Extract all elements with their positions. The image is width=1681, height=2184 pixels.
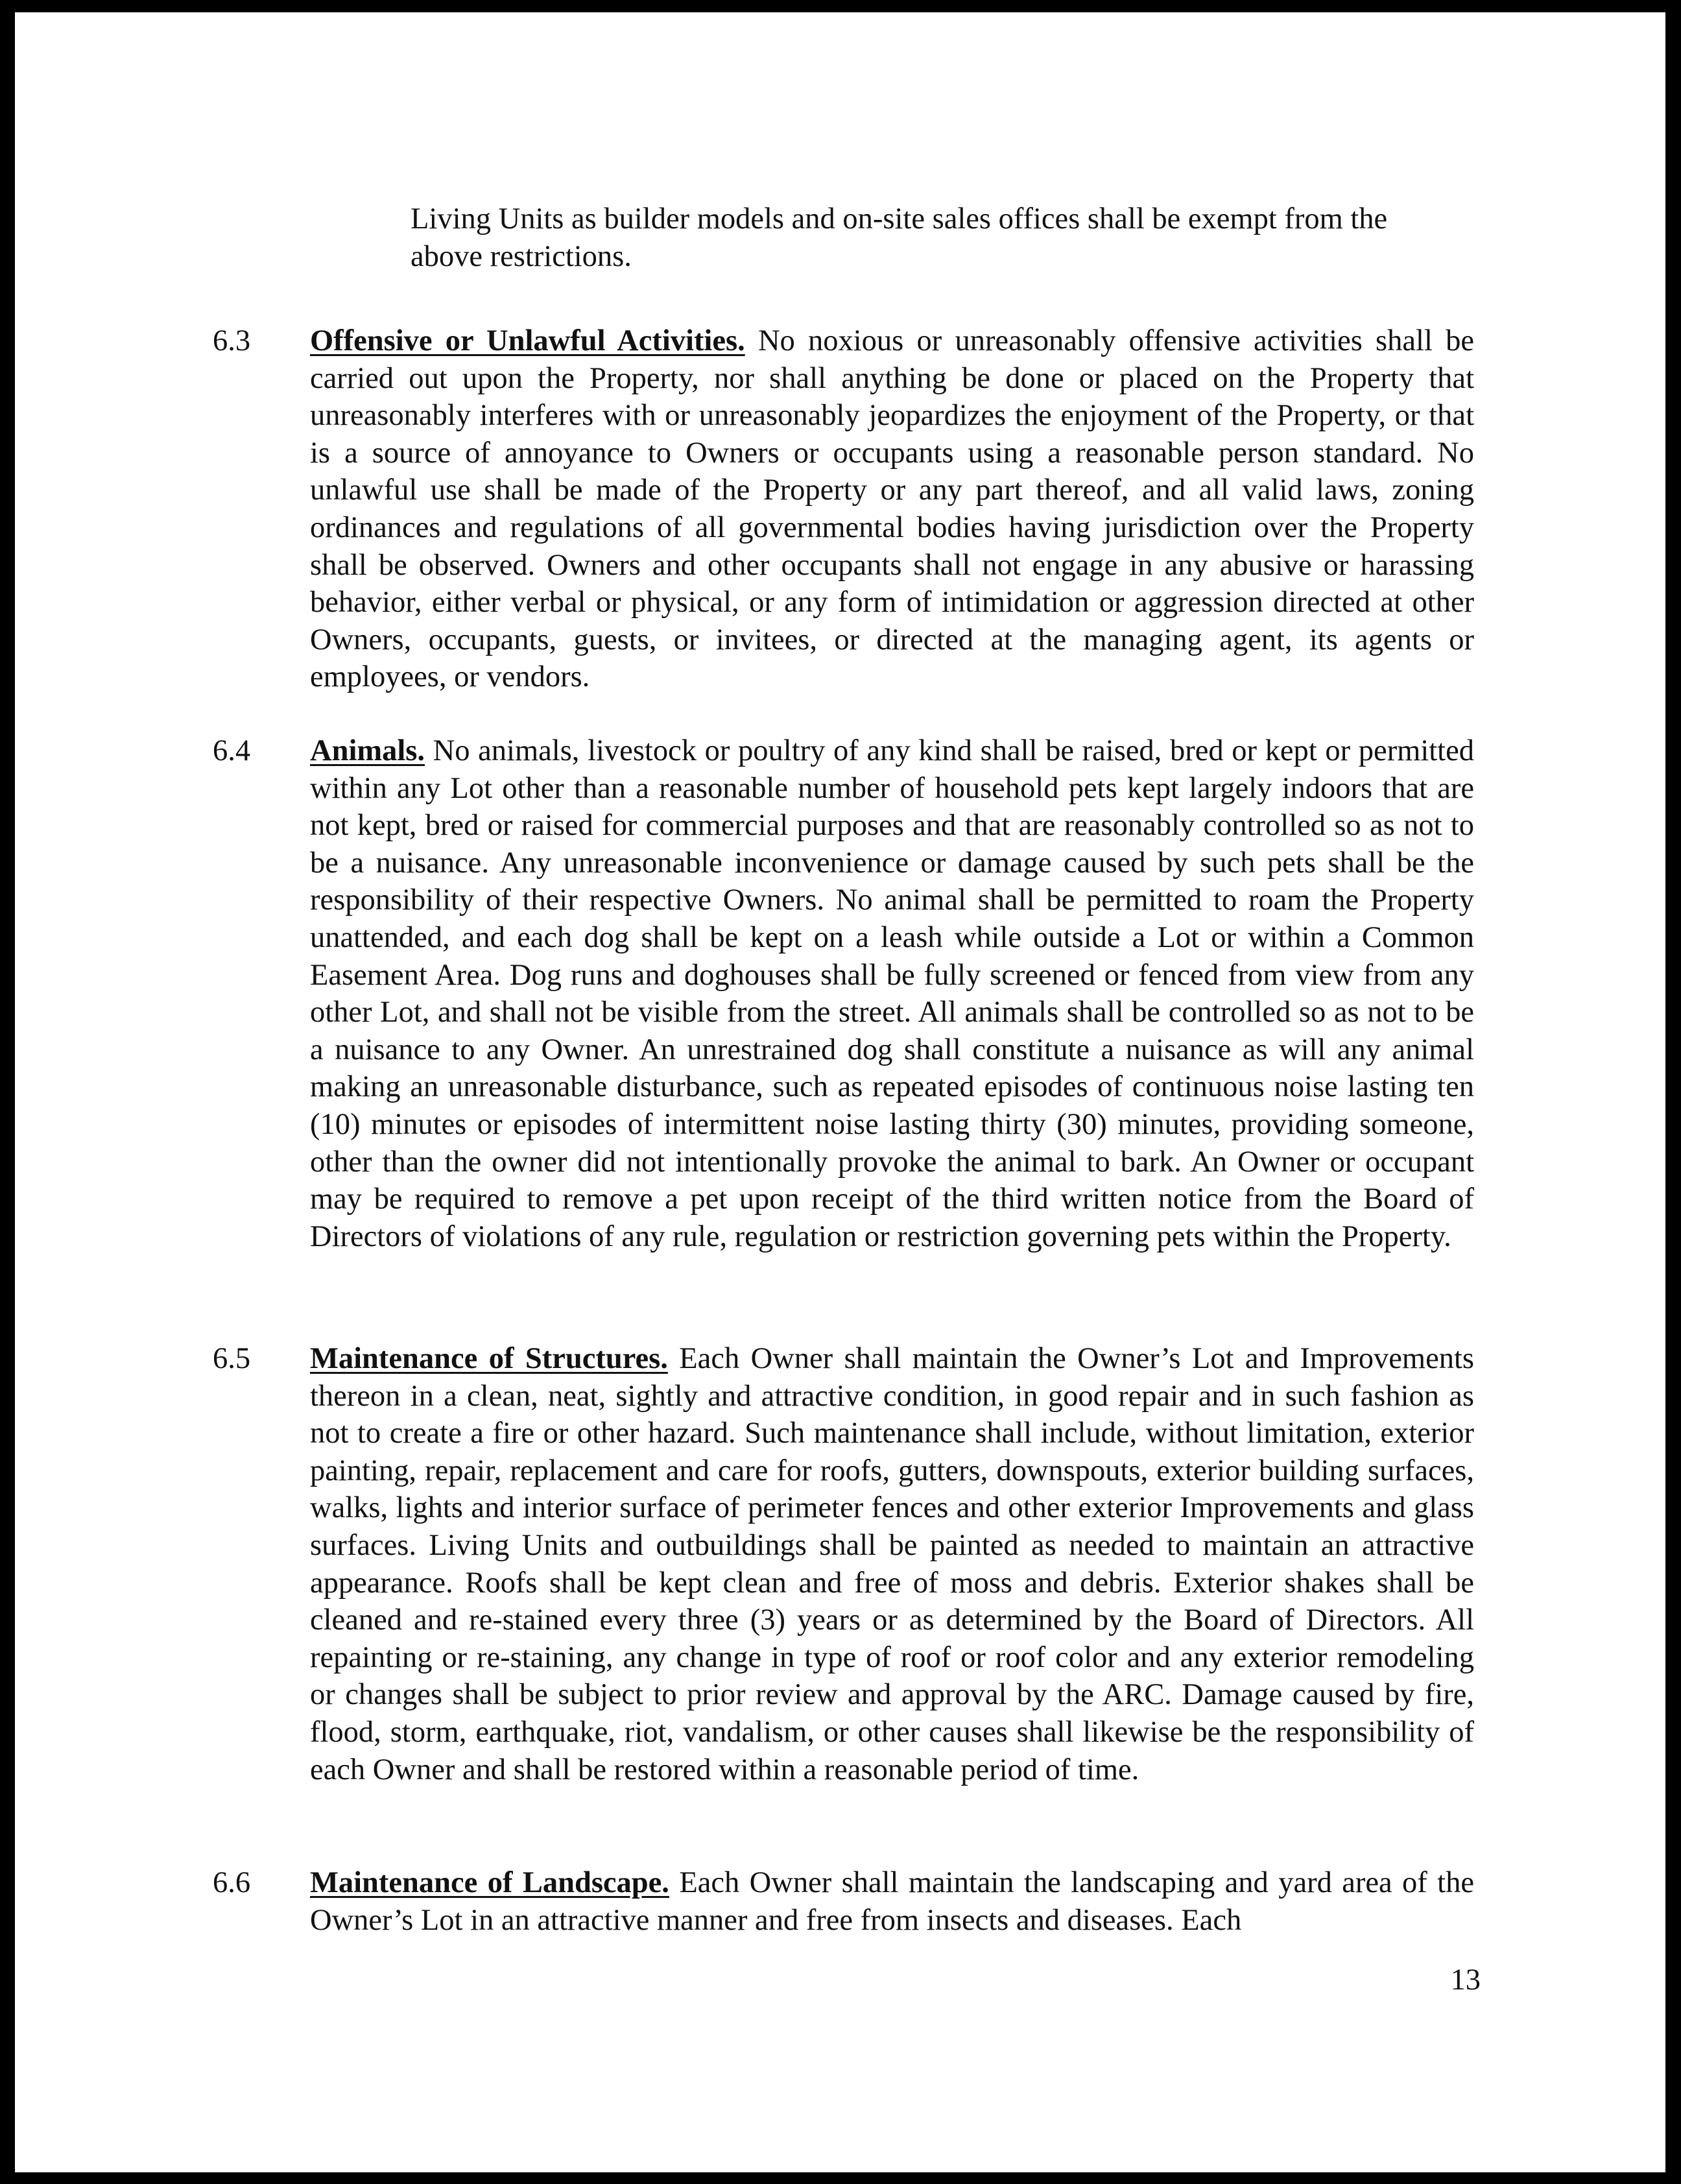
document-page — [15, 12, 1665, 2172]
section-heading: Animals. — [310, 734, 425, 767]
section-heading: Maintenance of Landscape. — [310, 1866, 669, 1899]
section-text — [310, 1864, 1474, 1939]
intro-paragraph: Living Units as builder models and on-site sales offices shall be exempt from the above restrictions. — [411, 202, 1388, 273]
section-body: Each Owner shall maintain the landscaping and yard area of the Owner’s Lot in an attractive manner and free from insects and diseases. Each — [310, 1866, 1474, 1937]
section-text — [310, 322, 1474, 696]
section-number: 6.6 — [213, 1866, 251, 1899]
section-text — [310, 732, 1474, 1255]
section-body: Each Owner shall maintain the Owner’s Lot and Improvements thereon in a clean, neat, sightly and attractive condition, in good repair and in such fashion as not to create a fire or other hazard. Such maintenance shall include, without limitation, exterior painting, repair, replacement and care for roofs, gutters, downspouts, exterior building surfaces, walks, lights and interior surface of perimeter fences and other exterior Improvements and glass surfaces. Living Units and outbuildings shall be painted as needed to maintain an attractive appearance. Roofs shall be kept clean and free of moss and debris. Exterior shakes shall be cleaned and re-stained every three (3) years or as determined by the Board of Directors. All repainting or re-staining, any change in type of roof or roof color and any exterior remodeling or changes shall be subject to prior review and approval by the ARC. Damage caused by fire, flood, storm, earthquake, riot, vandalism, or other causes shall likewise be the responsibility of each Owner and shall be restored within a reasonable period of time. — [310, 1342, 1474, 1786]
section-body: No animals, livestock or poultry of any kind shall be raised, bred or kept or permitted within any Lot other than a reasonable number of household pets kept largely indoors that are not kept, bred or raised for commercial purposes and that are reasonably controlled so as not to be a nuisance. Any unreasonable inconvenience or damage caused by such pets shall be the responsibility of their respective Owners. No animal shall be permitted to roam the Property unattended, and each dog shall be kept on a leash while outside a Lot or within a Common Easement Area. Dog runs and doghouses shall be fully screened or fenced from view from any other Lot, and shall not be visible from the street. All animals shall be controlled so as not to be a nuisance to any Owner. An unrestrained dog shall constitute a nuisance as will any animal making an unreasonable disturbance, such as repeated episodes of continuous noise lasting ten (10) minutes or episodes of intermittent noise lasting thirty (30) minutes, providing someone, other than the owner did not intentionally provoke the animal to bark. An Owner or occupant may be required to remove a pet upon receipt of the third written notice from the Board of Directors of violations of any rule, regulation or restriction governing pets within the Property. — [310, 734, 1474, 1253]
section-heading: Maintenance of Structures. — [310, 1342, 668, 1375]
page-number: 13 — [1450, 1963, 1481, 1997]
section-number: 6.4 — [213, 734, 251, 767]
section-heading: Offensive or Unlawful Activities. — [310, 324, 745, 357]
section-number: 6.5 — [213, 1342, 251, 1375]
section-body: No noxious or unreasonably offensive activities shall be carried out upon the Property, nor shall anything be done or placed on the Property that unreasonably interferes with or unreasonably jeopardizes the enjoyment of the Property, or that is a source of annoyance to Owners or occupants using a reasonable person standard. No unlawful use shall be made of the Property or any part thereof, and all valid laws, zoning ordinances and regulations of all governmental bodies having jurisdiction over the Property shall be observed. Owners and other occupants shall not engage in any abusive or harassing behavior, either verbal or physical, or any form of intimidation or aggression directed at other Owners, occupants, guests, or invitees, or directed at the managing agent, its agents or employees, or vendors. — [310, 324, 1474, 694]
page-content — [15, 12, 1665, 2172]
section-text — [310, 1340, 1474, 1788]
section-number: 6.3 — [213, 324, 251, 357]
